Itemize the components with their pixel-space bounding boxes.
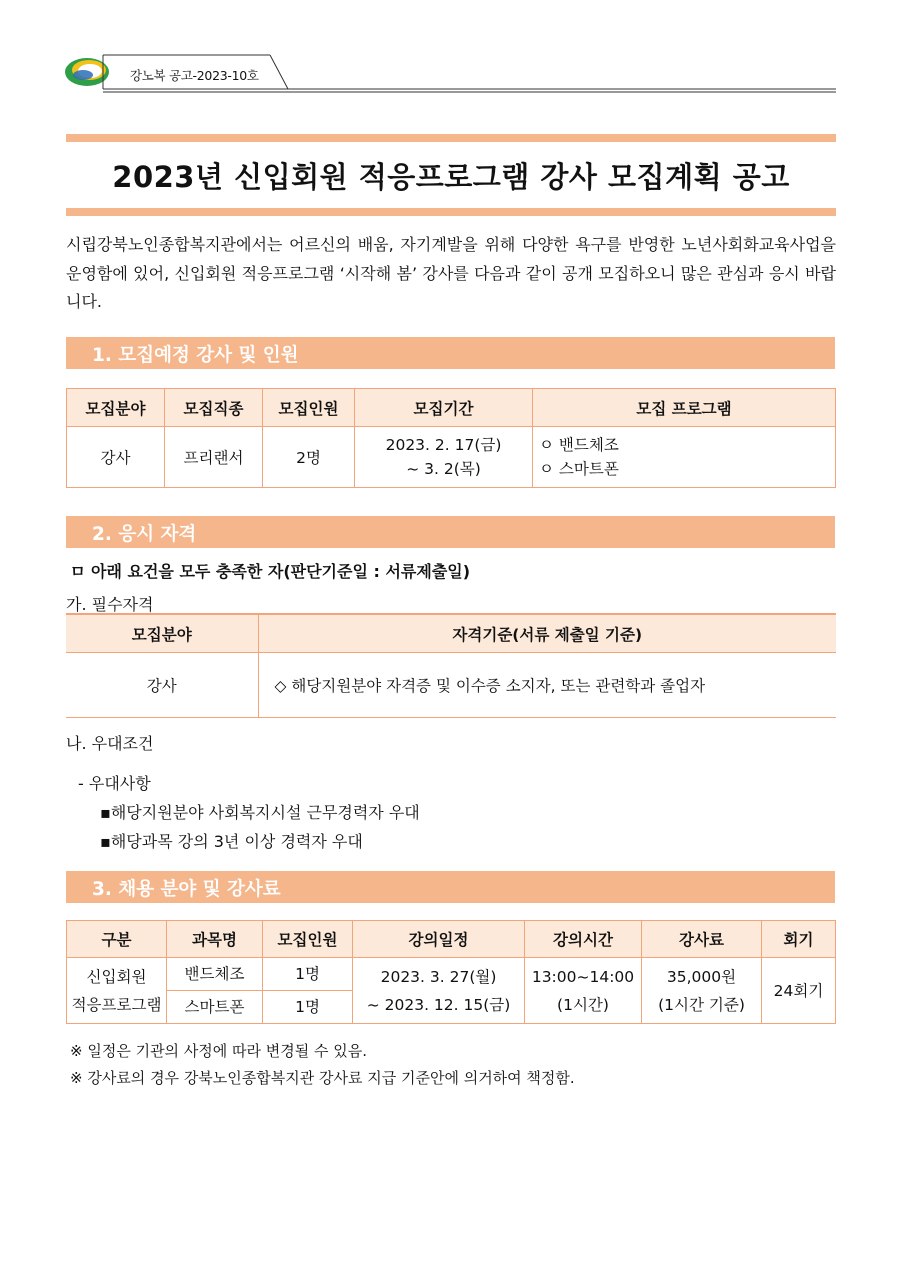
recruitment-table [66,388,836,488]
header-count: 모집인원 [263,921,353,958]
period-end: ~ 3. 2(목) [406,460,481,478]
header-sessions: 회기 [762,921,836,958]
cell-field: 강사 [67,427,165,488]
table-row [67,427,836,488]
cell-time [525,958,642,1024]
cell-count: 2명 [263,427,355,488]
header-field: 모집분야 [66,614,258,653]
intro-paragraph: 시립강북노인종합복지관에서는 어르신의 배움, 자기계발을 위해 다양한 욕구를 반영한 노년사회화교육사업을 운영함에 있어, 신입회원 적응프로그램 ‘시작해 봄’ 강사를 다음과 같이 공개 모집하오니 많은 관심과 응시 바랍니다. [66,235,836,311]
schedule-line: ~ 2023. 12. 15(금) [366,995,511,1014]
section-1-title: 1. 모집예정 강사 및 인원 [92,345,299,366]
header-category: 구분 [67,921,167,958]
subheading-required: 가. 필수자격 [66,595,154,614]
preference-item: ▪해당지원분야 사회복지시설 근무경력자 우대 [100,803,420,822]
header-count: 모집인원 [263,389,355,427]
header-fee: 강사료 [642,921,762,958]
cell-count: 1명 [263,991,353,1024]
header-requirement: 자격기준(서류 제출일 기준) [258,614,836,653]
section-2-heading [66,516,835,548]
cell-type: 프리랜서 [165,427,263,488]
fee-line: 35,000원 [666,967,737,986]
header-type: 모집직종 [165,389,263,427]
note: ※ 강사료의 경우 강북노인종합복지관 강사료 지급 기준안에 의거하여 책정함. [70,1069,575,1087]
criteria-text: ㅁ 아래 요건을 모두 충족한 자(판단기준일 : 서류제출일) [70,562,471,581]
time-line: 13:00~14:00 [531,967,635,986]
subheading-preferred: 나. 우대조건 [66,734,154,753]
header-subject: 과목명 [167,921,263,958]
header-time: 강의시간 [525,921,642,958]
preference-item: ▪해당과목 강의 3년 이상 경력자 우대 [100,832,363,851]
cell-requirement: ◇ 해당지원분야 자격증 및 이수증 소지자, 또는 관련학과 졸업자 [258,653,836,718]
title-bottom-bar [66,208,836,216]
fee-table [66,920,836,1024]
cell-fee [642,958,762,1024]
cell-count: 1명 [263,958,353,991]
section-3-heading [66,871,835,903]
program-item: ㅇ 밴드체조 [539,436,619,454]
title-top-bar [66,134,836,142]
qualification-table [66,613,836,718]
preference-title: - 우대사항 [78,774,151,793]
section-3-title: 3. 채용 분야 및 강사료 [92,879,281,900]
header-program: 모집 프로그램 [533,389,836,427]
cell-category [67,958,167,1024]
cell-period [355,427,533,488]
cell-field: 강사 [66,653,258,718]
cell-subject: 스마트폰 [167,991,263,1024]
note: ※ 일정은 기관의 사정에 따라 변경될 수 있음. [70,1042,368,1060]
table-row [67,958,836,991]
time-line: (1시간) [557,995,609,1014]
program-item: ㅇ 스마트폰 [539,460,619,478]
section-2-title: 2. 응시 자격 [92,524,197,545]
header-schedule: 강의일정 [353,921,525,958]
header-period: 모집기간 [355,389,533,427]
section-1-heading [66,337,835,369]
table-row [66,653,836,718]
category-line: 적응프로그램 [71,995,162,1014]
cell-subject: 밴드체조 [167,958,263,991]
schedule-line: 2023. 3. 27(월) [380,967,497,986]
header-field: 모집분야 [67,389,165,427]
cell-programs [533,427,836,488]
category-line: 신입회원 [86,967,147,986]
period-start: 2023. 2. 17(금) [385,436,502,454]
cell-schedule [353,958,525,1024]
fee-line: (1시간 기준) [658,995,745,1014]
doc-number: 강노복 공고-2023-10호 [130,68,259,83]
cell-sessions: 24회기 [762,958,836,1024]
page-title: 2023년 신입회원 적응프로그램 강사 모집계획 공고 [112,160,790,194]
